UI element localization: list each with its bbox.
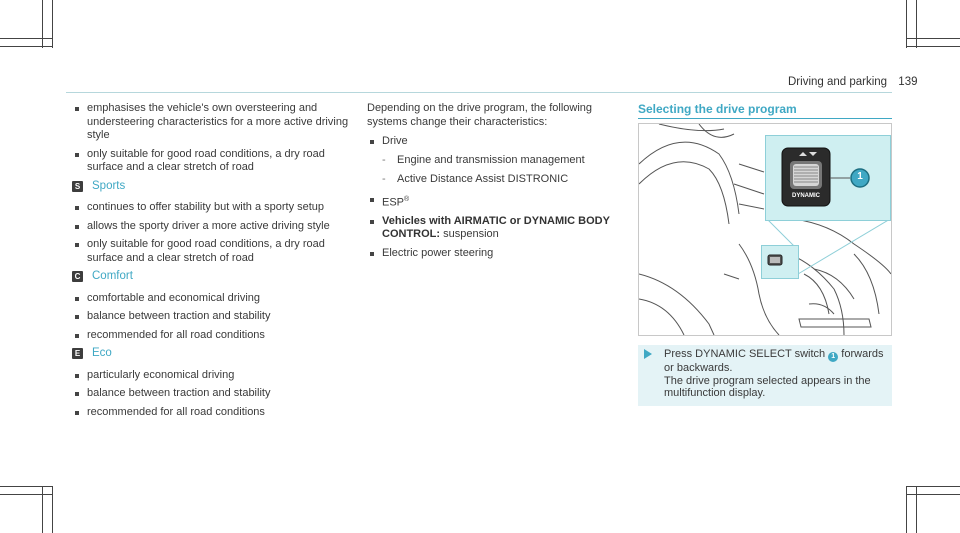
switch-detail-inset [765, 135, 891, 221]
instruction-part1: Press DYNAMIC SELECT switch [664, 348, 829, 360]
list-item: balance between traction and stability [72, 310, 354, 324]
sports-list [72, 201, 354, 265]
crop-mark [0, 46, 52, 47]
header-section: Driving and parking [788, 76, 888, 88]
list-item: continues to offer stability but with a sporty setup [72, 201, 354, 215]
small-switch-icon [762, 246, 798, 278]
dynamic-select-switch-icon [766, 136, 890, 220]
crop-mark [906, 46, 960, 47]
systems-intro: Depending on the drive program, the following systems change their characteristics: [367, 102, 593, 128]
mode-sports-heading [72, 180, 354, 194]
list-item: balance between traction and stability [72, 387, 354, 401]
sports-badge-icon: S [72, 181, 83, 192]
airmatic-condition: Vehicles with AIRMATIC or DYNAMIC BODY CONTROL: [382, 214, 610, 241]
drive-label: Drive [382, 135, 408, 147]
airmatic-text: suspension [440, 228, 499, 241]
crop-mark [906, 0, 907, 48]
comfort-list [72, 292, 354, 343]
crop-mark [906, 38, 960, 39]
intro-list [72, 102, 354, 175]
section-title: Selecting the drive program [638, 102, 797, 116]
list-item: allows the sporty driver a more active driving style [72, 220, 354, 234]
list-item: emphasises the vehicle's own oversteering and understeering characteristics for a more active driving style [72, 102, 354, 143]
sub-list-item: - Active Distance Assist DISTRONIC [382, 173, 617, 187]
mode-comfort-heading [72, 270, 354, 284]
mode-eco-heading [72, 347, 354, 361]
section-rule [638, 118, 892, 119]
mode-title: Sports [92, 179, 126, 192]
mode-title: Comfort [92, 270, 133, 282]
header-rule [66, 92, 892, 93]
list-item: recommended for all road conditions [72, 329, 354, 343]
crop-mark [0, 486, 52, 487]
crop-mark [906, 494, 960, 495]
instruction-text [664, 348, 892, 400]
list-item: only suitable for good road conditions, a dry road surface and a clear stretch of road [72, 238, 354, 265]
instruction-part3: The drive program selected appears in the multifunction display. [664, 374, 871, 400]
list-item: recommended for all road conditions [72, 406, 354, 420]
middle-column [367, 102, 617, 265]
crop-mark [42, 0, 43, 48]
instruction-box [638, 345, 892, 406]
callout-number: 1 [857, 171, 863, 182]
eco-badge-icon: E [72, 348, 83, 359]
page-header [788, 76, 917, 88]
crop-mark [906, 486, 960, 487]
list-item [367, 135, 617, 187]
console-illustration [638, 123, 892, 336]
list-item: comfortable and economical driving [72, 292, 354, 306]
crop-mark [52, 0, 53, 48]
action-arrow-icon [644, 349, 652, 359]
crop-mark [0, 38, 52, 39]
sub-list-item: - Engine and transmission management [382, 154, 617, 168]
list-item: only suitable for good road conditions, a dry road surface and a clear stretch of road [72, 148, 354, 175]
switch-location-highlight [761, 245, 799, 279]
drive-sublist [382, 154, 617, 187]
registered-mark: ® [404, 195, 410, 203]
eco-list [72, 369, 354, 420]
page-number: 139 [898, 76, 918, 88]
esp-label: ESP [382, 196, 405, 209]
list-item [367, 193, 617, 210]
instruction-part2: forwards or backwards. [664, 348, 884, 375]
callout-number-badge: 1 [828, 352, 838, 362]
crop-mark [916, 0, 917, 48]
list-item [367, 215, 617, 242]
switch-label: DYNAMIC [792, 193, 820, 199]
crop-mark [52, 486, 53, 533]
systems-list [367, 135, 617, 260]
left-column [72, 102, 354, 424]
list-item: particularly economical driving [72, 369, 354, 383]
crop-mark [0, 494, 52, 495]
mode-title: Eco [92, 347, 112, 359]
list-item: Electric power steering [367, 247, 617, 261]
comfort-badge-icon: C [72, 271, 83, 282]
